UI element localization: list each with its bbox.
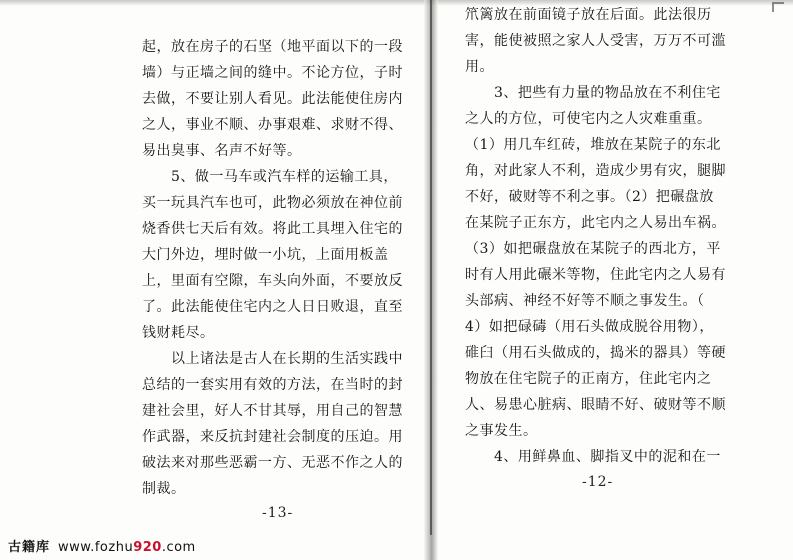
right-page-line: 用。 bbox=[465, 59, 494, 75]
right-page-line: 笊篱放在前面镜子放在后面。此法很历 bbox=[465, 7, 712, 23]
left-page-line: 钱财耗尽。 bbox=[142, 325, 215, 341]
right-page-line: 之事发生。 bbox=[465, 423, 538, 439]
watermark-footer bbox=[8, 536, 196, 555]
left-page-line: 作武器，来反抗封建社会制度的压迫。用 bbox=[142, 429, 403, 445]
watermark-url-suffix: .com bbox=[161, 540, 196, 555]
left-page-line: 建社会里，好人不甘其辱，用自己的智慧 bbox=[142, 403, 403, 419]
right-page-line: 在某院子正东方，此宅内之人易出车祸。 bbox=[465, 215, 726, 231]
right-page-line: 头部病、神经不好等不顺之事发生。（ bbox=[465, 293, 705, 309]
left-page-line: 5、做一马车或汽车样的运输工具， bbox=[142, 169, 398, 185]
right-page-line: 人、易患心脏病、眼睛不好、破财等不顺 bbox=[465, 397, 726, 413]
corner-crop-mark bbox=[772, 2, 784, 12]
watermark-brand: 古籍库 bbox=[8, 540, 51, 555]
left-page-line: 之人，事业不顺、办事艰难、求财不得、 bbox=[142, 117, 403, 133]
right-page-line: （3）如把碾盘放在某院子的西北方，平 bbox=[465, 241, 721, 257]
watermark-url-number: 920 bbox=[133, 540, 162, 555]
left-page-line: 易出臭事、名声不好等。 bbox=[142, 143, 302, 159]
right-page-line: 不好，破财等不利之事。（2）把碾盘放 bbox=[465, 189, 714, 205]
right-page-line: （1）用几车红砖，堆放在某院子的东北 bbox=[465, 137, 721, 153]
right-page-line: 物放在住宅院子的正南方，住此宅内之 bbox=[465, 371, 712, 387]
left-page-line: 大门外边，埋时做一小坑，上面用板盖 bbox=[142, 247, 389, 263]
left-page-line: 破法来对那些恶霸一方、无恶不作之人的 bbox=[142, 455, 403, 471]
left-page-line: 上，里面有空隙，车头向外面，不要放反 bbox=[142, 273, 403, 289]
left-page-line: 去做，不要让别人看见。此法能使住房内 bbox=[142, 91, 403, 107]
left-page-line: 墙）与正墙之间的缝中。不论方位，子时 bbox=[142, 65, 403, 81]
left-page-line: 总结的一套实用有效的方法，在当时的封 bbox=[142, 377, 403, 393]
right-page-line: 碓臼（用石头做成的，捣米的器具）等硬 bbox=[465, 345, 726, 361]
right-page-line: 时有人用此碾米等物，住此宅内之人易有 bbox=[465, 267, 726, 283]
book-gutter-line bbox=[430, 0, 432, 535]
right-page-line: 角，对此家人不利，造成少男有灾，腿脚 bbox=[465, 163, 726, 179]
left-page-line: 了。此法能使住宅内之人日日败退，直至 bbox=[142, 299, 403, 315]
left-page-number: -13- bbox=[262, 505, 294, 521]
left-page-line: 以上诸法是古人在长期的生活实践中 bbox=[142, 351, 403, 367]
left-page-line: 买一玩具汽车也可，此物必须放在神位前 bbox=[142, 195, 403, 211]
watermark-url-prefix: www.fozhu bbox=[58, 540, 134, 555]
right-page-line: 害，能使被照之家人人受害，万万不可滥 bbox=[465, 33, 726, 49]
right-page-line: 3、把些有力量的物品放在不利住宅 bbox=[465, 85, 721, 101]
watermark-url bbox=[58, 540, 196, 555]
left-page-line: 制裁。 bbox=[142, 481, 186, 497]
right-page-line: 之人的方位，可使宅内之人灾难重重。 bbox=[465, 111, 712, 127]
right-page-number: -12- bbox=[582, 474, 614, 490]
right-page-line: 4）如把碌碡（用石头做成脱谷用物）， bbox=[465, 319, 714, 335]
right-page-line: 4、用鲜鼻血、脚指叉中的泥和在一 bbox=[465, 449, 721, 465]
left-page-line: 起，放在房子的石坚（地平面以下的一段 bbox=[142, 39, 403, 55]
left-page-line: 烧香供七天后有效。将此工具埋入住宅的 bbox=[142, 221, 403, 237]
